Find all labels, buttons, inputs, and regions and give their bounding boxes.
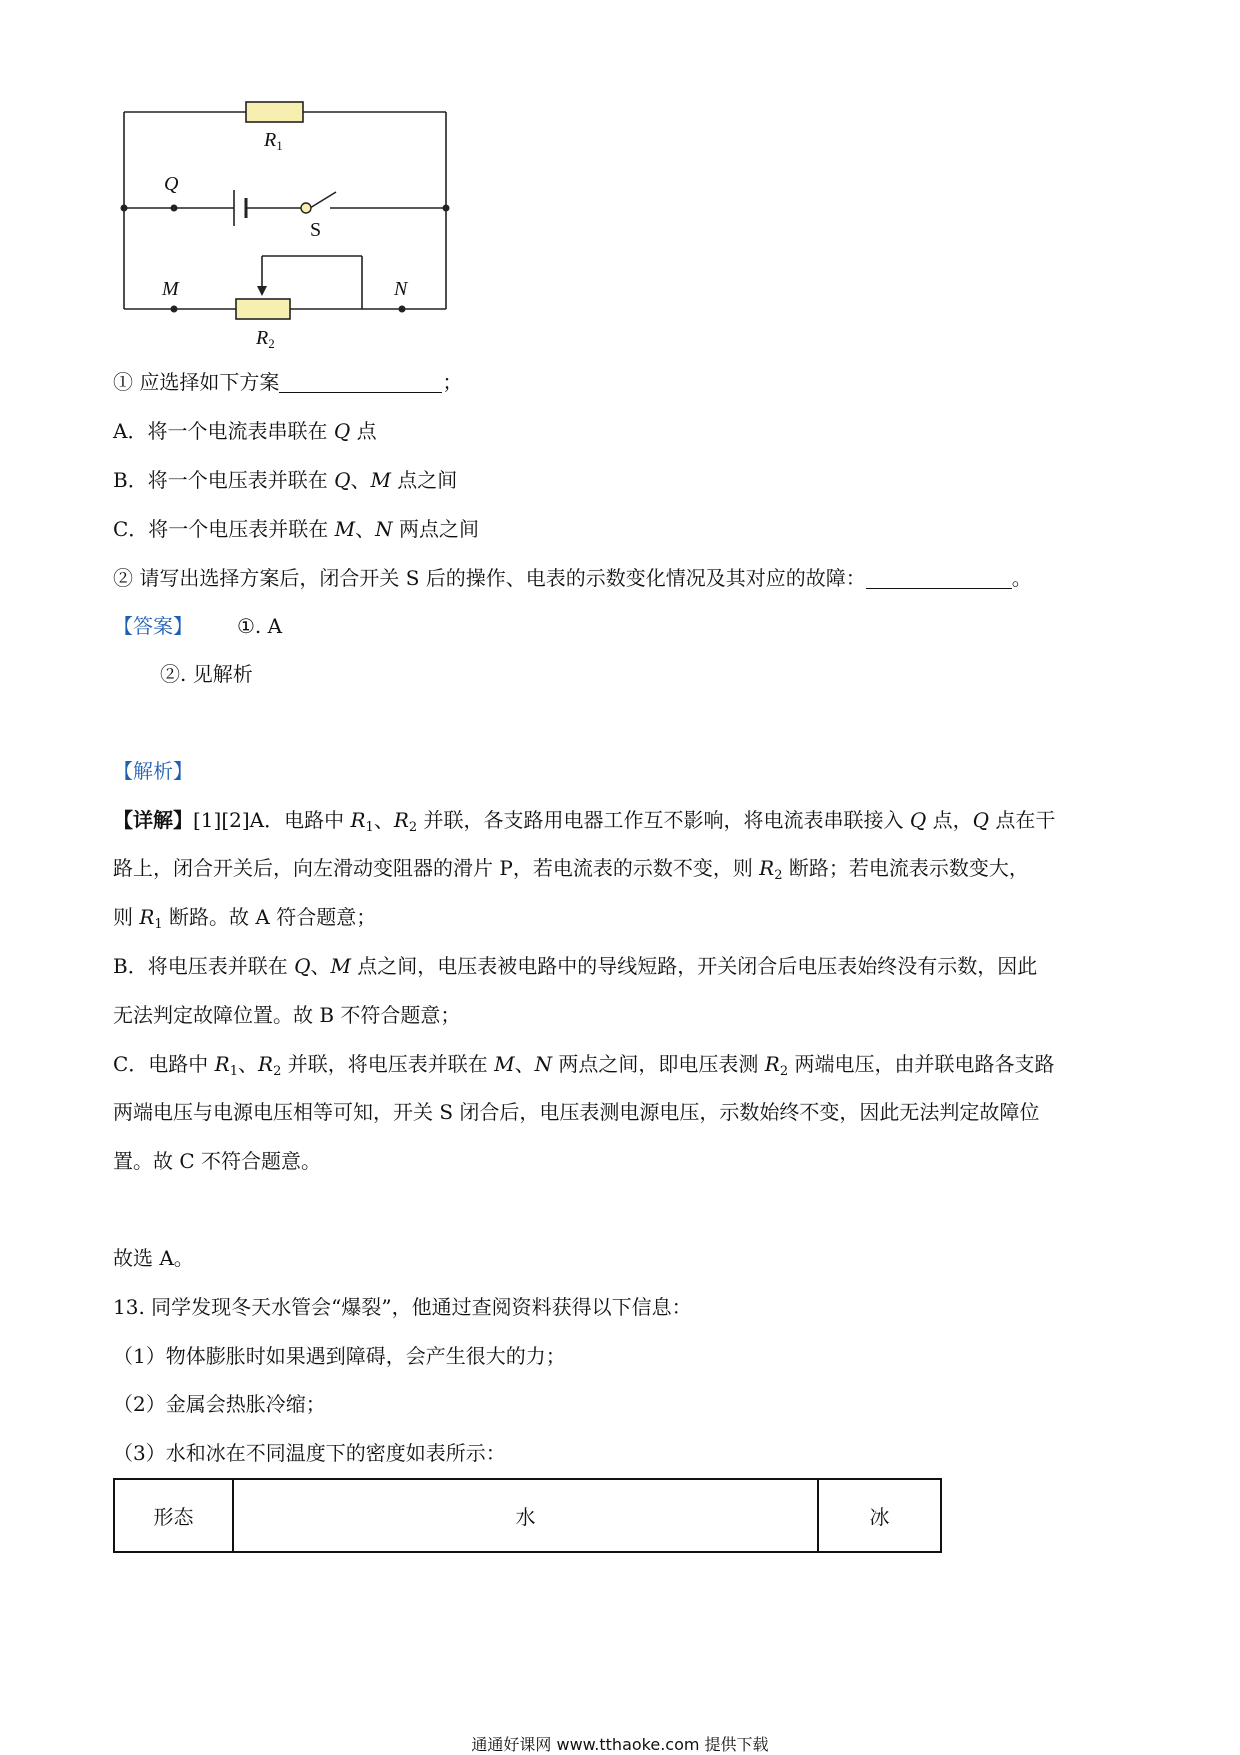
detail-line-8	[113, 1147, 321, 1175]
detail-text: 点在干	[989, 808, 1056, 832]
detail-text: 点，	[926, 808, 973, 832]
option-b-text: B．将一个电压表并联在	[113, 468, 335, 492]
answer-blank-1	[279, 372, 442, 393]
q13-title-text: 13. 同学发现冬天水管会“爆裂”，他通过查阅资料获得以下信息：	[113, 1295, 692, 1319]
var-r: R	[350, 808, 366, 832]
var-sub: 2	[408, 820, 418, 835]
slider-arrow	[257, 286, 267, 296]
option-b-m: M	[370, 468, 391, 492]
detail-line-7	[113, 1098, 1039, 1126]
option-b	[113, 466, 457, 494]
var-m: M	[330, 954, 351, 978]
var-r: R	[139, 905, 155, 929]
table-cell-water: 水	[233, 1479, 818, 1552]
detail-text: 点之间，电压表被电路中的导线短路，开关闭合后电压表始终没有示数，因此	[350, 954, 1038, 978]
detail-line-3	[113, 903, 376, 939]
question-2-text: ② 请写出选择方案后，闭合开关 S 后的操作、电表的示数变化情况及其对应的故障：	[113, 566, 866, 590]
detail-text: 无法判定故障位置。故 B 不符合题意；	[113, 1003, 461, 1027]
junction-left	[121, 205, 128, 212]
circuit-diagram	[100, 90, 580, 350]
q13-title	[113, 1293, 692, 1321]
resistor-r2	[236, 299, 290, 319]
detail-text: 、	[310, 954, 331, 978]
var-r: R	[258, 1052, 274, 1076]
var-q: Q	[294, 954, 311, 978]
question-2	[113, 564, 1032, 592]
option-a-text: A．将一个电流表串联在	[113, 419, 334, 443]
var-sub: 1	[154, 917, 163, 932]
option-b-q: Q	[334, 468, 351, 492]
detail-text: 并联，将电压表并联在	[281, 1052, 495, 1076]
label-q: Q	[164, 173, 179, 195]
label-r2: $R_2$	[256, 327, 275, 350]
option-a	[113, 417, 377, 445]
detail-line-4	[113, 952, 1037, 980]
page-footer: 通通好课网 www.tthaoke.com 提供下载	[471, 1735, 769, 1754]
detail-line-1	[113, 806, 1055, 842]
option-a-q: Q	[333, 419, 351, 443]
var-sub: 2	[779, 1064, 789, 1079]
question-1-text: ① 应选择如下方案	[113, 370, 280, 394]
detail-line-6	[113, 1050, 1054, 1086]
detail-text: 、	[373, 808, 394, 832]
var-r: R	[214, 1052, 230, 1076]
detail-text: 断路。故 A 符合题意；	[162, 905, 377, 929]
detail-text: 并联，各支路用电器工作互不影响，将电流表串联接入	[417, 808, 910, 832]
option-b-sep: 、	[350, 468, 371, 492]
label-n: N	[394, 278, 408, 300]
analysis-label: 【解析】	[113, 759, 193, 783]
resistor-r1	[246, 102, 303, 122]
answer-line-1	[113, 612, 282, 640]
detail-text: 、	[238, 1052, 259, 1076]
question-1-end: ；	[442, 370, 463, 394]
detail-text: 置。故 C 不符合题意。	[113, 1149, 322, 1173]
option-c-sep: 、	[355, 517, 376, 541]
option-c-m: M	[334, 517, 356, 541]
switch-pivot	[301, 203, 311, 213]
choose-line	[113, 1244, 194, 1272]
q13-item-1-text: （1）物体膨胀时如果遇到障碍，会产生很大的力；	[113, 1344, 566, 1368]
label-r1: $R_1$	[264, 129, 283, 153]
option-c-end: 两点之间	[392, 517, 480, 541]
var-n: N	[534, 1052, 553, 1076]
q13-item-3	[113, 1439, 506, 1467]
detail-text: 、	[514, 1052, 535, 1076]
var-q: Q	[972, 808, 990, 832]
table-cell-ice: 冰	[818, 1479, 941, 1552]
detail-text: [1][2]A．电路中	[193, 808, 351, 832]
detail-line-2	[113, 854, 1029, 890]
detail-text: 则	[113, 905, 140, 929]
q13-item-2-text: （2）金属会热胀冷缩；	[113, 1392, 326, 1416]
table-row	[114, 1479, 941, 1552]
choose-text: 故选 A。	[113, 1246, 194, 1270]
answer-label: 【答案】	[113, 614, 193, 638]
detail-text: 两端电压与电源电压相等可知，开关 S 闭合后，电压表测电源电压，示数始终不变，因此无法判定故障位	[113, 1100, 1040, 1124]
detail-text: C．电路中	[113, 1052, 215, 1076]
var-sub: 1	[365, 820, 374, 835]
question-1	[113, 368, 462, 396]
detail-text: 断路；若电流表示数变大，	[782, 856, 1029, 880]
var-sub: 2	[273, 1064, 282, 1079]
density-table	[113, 1478, 942, 1553]
option-c-text: C．将一个电压表并联在	[113, 517, 335, 541]
var-r: R	[764, 1052, 780, 1076]
label-m: M	[162, 278, 179, 300]
junction-right	[443, 205, 450, 212]
detail-line-5	[113, 1001, 460, 1029]
question-2-end: 。	[1011, 566, 1032, 590]
var-q: Q	[909, 808, 927, 832]
q13-item-1	[113, 1342, 566, 1370]
option-b-end: 点之间	[390, 468, 458, 492]
var-sub: 2	[774, 868, 783, 883]
point-m	[171, 306, 178, 313]
q13-item-3-text: （3）水和冰在不同温度下的密度如表所示：	[113, 1441, 506, 1465]
detail-text: 两点之间，即电压表测	[552, 1052, 765, 1076]
answer-2: ②. 见解析	[160, 662, 253, 686]
answer-blank-2	[866, 568, 1012, 589]
answer-1: ①. A	[237, 614, 283, 638]
point-n	[399, 306, 406, 313]
label-s: S	[310, 219, 322, 241]
detail-text: B．将电压表并联在	[113, 954, 295, 978]
option-c-n: N	[375, 517, 393, 541]
var-r: R	[759, 856, 775, 880]
detail-text: 路上，闭合开关后，向左滑动变阻器的滑片 P，若电流表的示数不变，则	[113, 856, 760, 880]
table-cell-state: 形态	[114, 1479, 233, 1552]
q13-item-2	[113, 1390, 326, 1418]
option-a-end: 点	[350, 419, 377, 443]
option-c	[113, 515, 479, 543]
var-r: R	[393, 808, 409, 832]
analysis-heading	[113, 757, 193, 785]
answer-line-2	[160, 660, 253, 688]
var-m: M	[494, 1052, 515, 1076]
var-sub: 1	[229, 1064, 239, 1079]
detail-label: 【详解】	[113, 808, 193, 832]
point-q	[171, 205, 178, 212]
detail-text: 两端电压，由并联电路各支路	[788, 1052, 1055, 1076]
